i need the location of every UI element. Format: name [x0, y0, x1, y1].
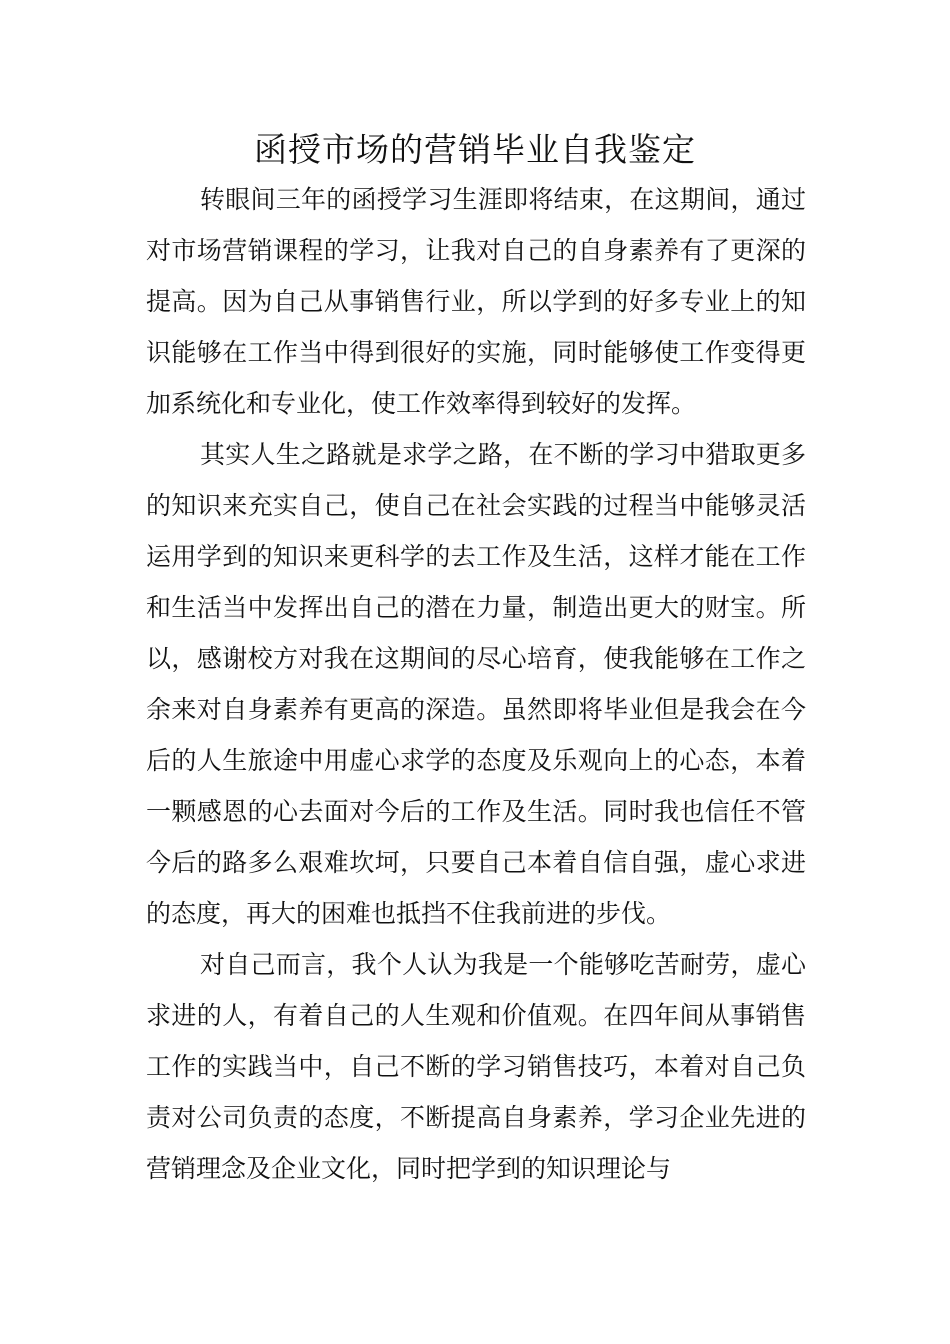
paragraph-2: 其实人生之路就是求学之路，在不断的学习中猎取更多的知识来充实自己，使自己在社会实践的过程当中能够灵活运用学到的知识来更科学的去工作及生活，这样才能在工作和生活当中发挥出自己的潜在力量，制造出更大的财宝。所以，感谢校方对我在这期间的尽心培育，使我能够在工作之余来对自身素养有更高的深造。虽然即将毕业但是我会在今后的人生旅途中用虚心求学的态度及乐观向上的心态，本着一颗感恩的心去面对今后的工作及生活。同时我也信任不管今后的路多么艰难坎坷，只要自己本着自信自强，虚心求进的态度，再大的困难也抵挡不住我前进的步伐。	[146, 440, 806, 928]
paragraph-1: 转眼间三年的函授学习生涯即将结束，在这期间，通过对市场营销课程的学习，让我对自己的自身素养有了更深的提高。因为自己从事销售行业，所以学到的好多专业上的知识能够在工作当中得到很好的实施，同时能够使工作变得更加系统化和专业化，使工作效率得到较好的发挥。	[146, 185, 806, 418]
document-title: 函授市场的营销毕业自我鉴定	[254, 130, 696, 169]
document-body	[146, 174, 806, 1194]
paragraph-3: 对自己而言，我个人认为我是一个能够吃苦耐劳，虚心求进的人，有着自己的人生观和价值观。在四年间从事销售工作的实践当中，自己不断的学习销售技巧，本着对自己负责对公司负责的态度，不断提高自身素养，学习企业先进的营销理念及企业文化，同时把学到的知识理论与	[146, 950, 806, 1183]
